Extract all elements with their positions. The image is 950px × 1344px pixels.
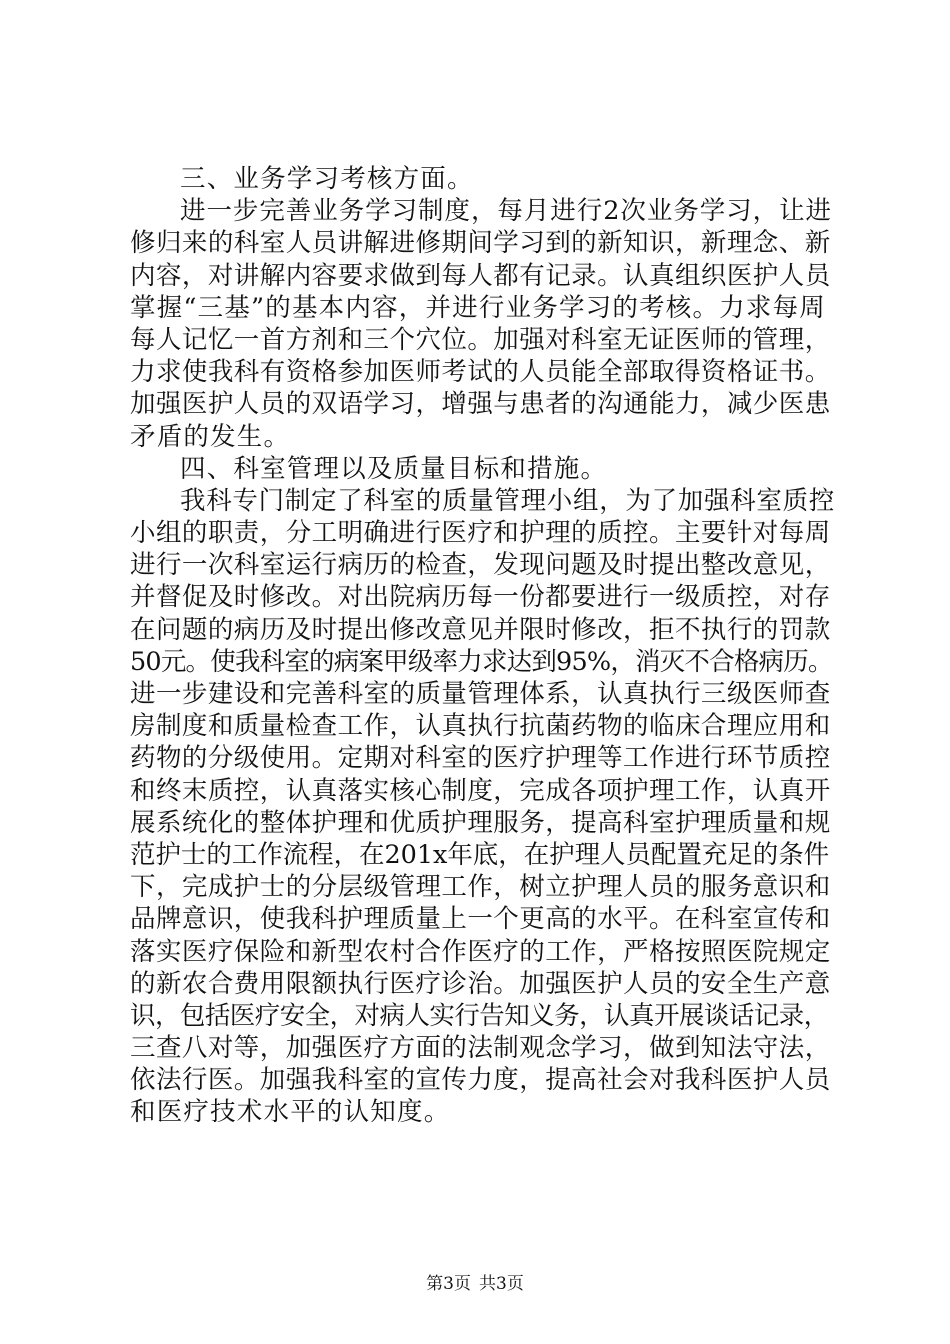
text-line: 的新农合费用限额执行医疗诊治。加强医护人员的安全生产意 <box>130 968 831 999</box>
text-line: 三、业务学习考核方面。 <box>180 164 474 194</box>
text-line: 药物的分级使用。定期对科室的医疗护理等工作进行环节质控 <box>130 743 831 774</box>
document-body <box>130 163 835 1129</box>
text-line: 三查八对等，加强医疗方面的法制观念学习，做到知法守法， <box>130 1033 831 1064</box>
text-line: 四、科室管理以及质量目标和措施。 <box>180 453 608 484</box>
text-line: 下，完成护士的分层级管理工作，树立护理人员的服务意识和 <box>130 872 831 903</box>
text-line: 识，包括医疗安全，对病人实行告知义务，认真开展谈话记录， <box>130 1000 829 1031</box>
text-line: 进行一次科室运行病历的检查，发现问题及时提出整改意见， <box>130 550 831 581</box>
text-line: 力求使我科有资格参加医师考试的人员能全部取得资格证书。 <box>130 357 831 388</box>
page-number: 第3页 <box>426 1274 471 1294</box>
text-line: 进一步建设和完善科室的质量管理体系，认真执行三级医师查 <box>130 679 831 709</box>
text-line: 在问题的病历及时提出修改意见并限时修改，拒不执行的罚款 <box>130 614 831 645</box>
text-line: 展系统化的整体护理和优质护理服务，提高科室护理质量和规 <box>130 807 831 838</box>
text-line: 内容，对讲解内容要求做到每人都有记录。认真组织医护人员 <box>130 260 831 291</box>
page-footer <box>0 1274 950 1294</box>
text-line: 每人记忆一首方剂和三个穴位。加强对科室无证医师的管理， <box>130 324 831 355</box>
text-line: 范护士的工作流程，在201x年底，在护理人员配置充足的条件 <box>130 839 830 870</box>
text-line: 矛盾的发生。 <box>130 421 291 452</box>
text-line: 小组的职责，分工明确进行医疗和护理的质控。主要针对每周 <box>130 518 831 549</box>
text-line: 房制度和质量检查工作，认真执行抗菌药物的临床合理应用和 <box>130 711 831 742</box>
text-line: 我科专门制定了科室的质量管理小组，为了加强科室质控 <box>180 485 836 516</box>
text-line: 落实医疗保险和新型农村合作医疗的工作，严格按照医院规定 <box>130 936 831 967</box>
text-line: 品牌意识，使我科护理质量上一个更高的水平。在科室宣传和 <box>130 904 831 935</box>
text-line: 修归来的科室人员讲解进修期间学习到的新知识，新理念、新 <box>130 228 831 259</box>
page-total: 共3页 <box>479 1274 524 1294</box>
text-line: 和终末质控，认真落实核心制度，完成各项护理工作，认真开 <box>130 775 831 806</box>
text-line: 加强医护人员的双语学习，增强与患者的沟通能力，减少医患 <box>130 389 831 420</box>
text-line: 并督促及时修改。对出院病历每一份都要进行一级质控，对存 <box>130 582 831 613</box>
text-line: 和医疗技术水平的认知度。 <box>130 1097 451 1128</box>
text-line: 依法行医。加强我科室的宣传力度，提高社会对我科医护人员 <box>130 1065 831 1096</box>
text-line: 进一步完善业务学习制度，每月进行2次业务学习，让进 <box>180 196 832 227</box>
text-line: 50元。使我科室的病案甲级率力求达到95%，消灭不合格病历。 <box>130 646 833 677</box>
text-line: 掌握“三基”的基本内容，并进行业务学习的考核。力求每周 <box>130 292 826 323</box>
